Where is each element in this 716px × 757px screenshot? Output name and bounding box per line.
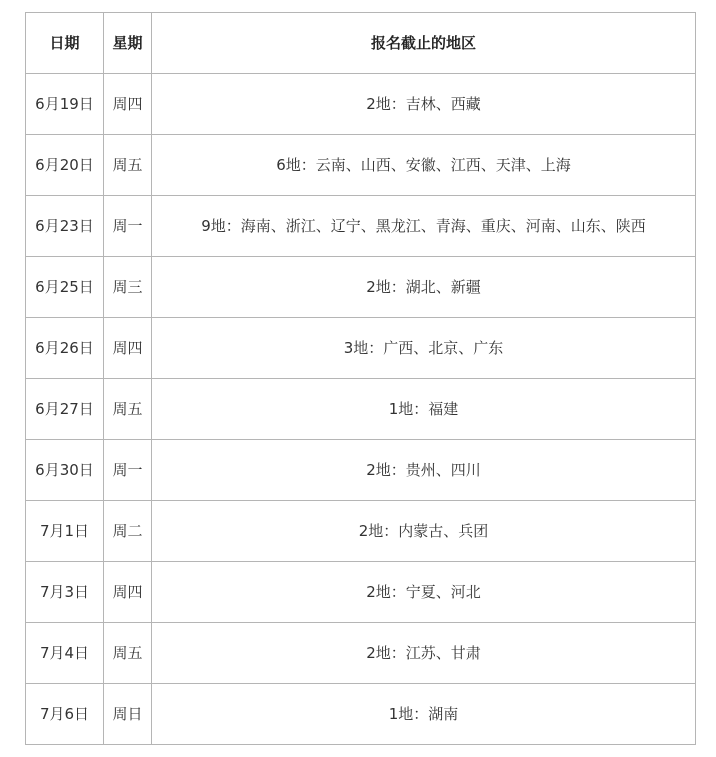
date-cell: 6月19日 — [26, 74, 104, 135]
table-row — [26, 562, 696, 623]
weekday-cell: 周五 — [104, 623, 152, 684]
weekday-cell: 周五 — [104, 379, 152, 440]
weekday-cell: 周四 — [104, 318, 152, 379]
weekday-cell: 周五 — [104, 135, 152, 196]
regions-cell: 2地：内蒙古、兵团 — [152, 501, 696, 562]
weekday-cell: 周一 — [104, 440, 152, 501]
table-row — [26, 74, 696, 135]
date-cell: 7月1日 — [26, 501, 104, 562]
date-cell: 6月20日 — [26, 135, 104, 196]
date-cell: 6月25日 — [26, 257, 104, 318]
date-cell: 6月27日 — [26, 379, 104, 440]
date-cell: 6月23日 — [26, 196, 104, 257]
weekday-cell: 周四 — [104, 74, 152, 135]
regions-cell: 1地：湖南 — [152, 684, 696, 745]
table-row — [26, 501, 696, 562]
regions-cell: 2地：江苏、甘肃 — [152, 623, 696, 684]
regions-cell: 6地：云南、山西、安徽、江西、天津、上海 — [152, 135, 696, 196]
regions-cell: 1地：福建 — [152, 379, 696, 440]
regions-cell: 3地：广西、北京、广东 — [152, 318, 696, 379]
table-row — [26, 318, 696, 379]
table-row — [26, 196, 696, 257]
table-row — [26, 684, 696, 745]
table-row — [26, 623, 696, 684]
registration-deadline-table-container — [25, 12, 696, 745]
regions-cell: 9地：海南、浙江、辽宁、黑龙江、青海、重庆、河南、山东、陕西 — [152, 196, 696, 257]
regions-cell: 2地：湖北、新疆 — [152, 257, 696, 318]
table-row — [26, 440, 696, 501]
weekday-cell: 周一 — [104, 196, 152, 257]
table-row — [26, 257, 696, 318]
header-weekday: 星期 — [104, 13, 152, 74]
regions-cell: 2地：吉林、西藏 — [152, 74, 696, 135]
date-cell: 6月30日 — [26, 440, 104, 501]
registration-deadline-table — [25, 12, 696, 745]
date-cell: 7月3日 — [26, 562, 104, 623]
date-cell: 6月26日 — [26, 318, 104, 379]
weekday-cell: 周三 — [104, 257, 152, 318]
table-row — [26, 379, 696, 440]
header-regions: 报名截止的地区 — [152, 13, 696, 74]
regions-cell: 2地：贵州、四川 — [152, 440, 696, 501]
weekday-cell: 周日 — [104, 684, 152, 745]
weekday-cell: 周四 — [104, 562, 152, 623]
date-cell: 7月6日 — [26, 684, 104, 745]
regions-cell: 2地：宁夏、河北 — [152, 562, 696, 623]
date-cell: 7月4日 — [26, 623, 104, 684]
header-date: 日期 — [26, 13, 104, 74]
weekday-cell: 周二 — [104, 501, 152, 562]
table-header-row — [26, 13, 696, 74]
table-row — [26, 135, 696, 196]
